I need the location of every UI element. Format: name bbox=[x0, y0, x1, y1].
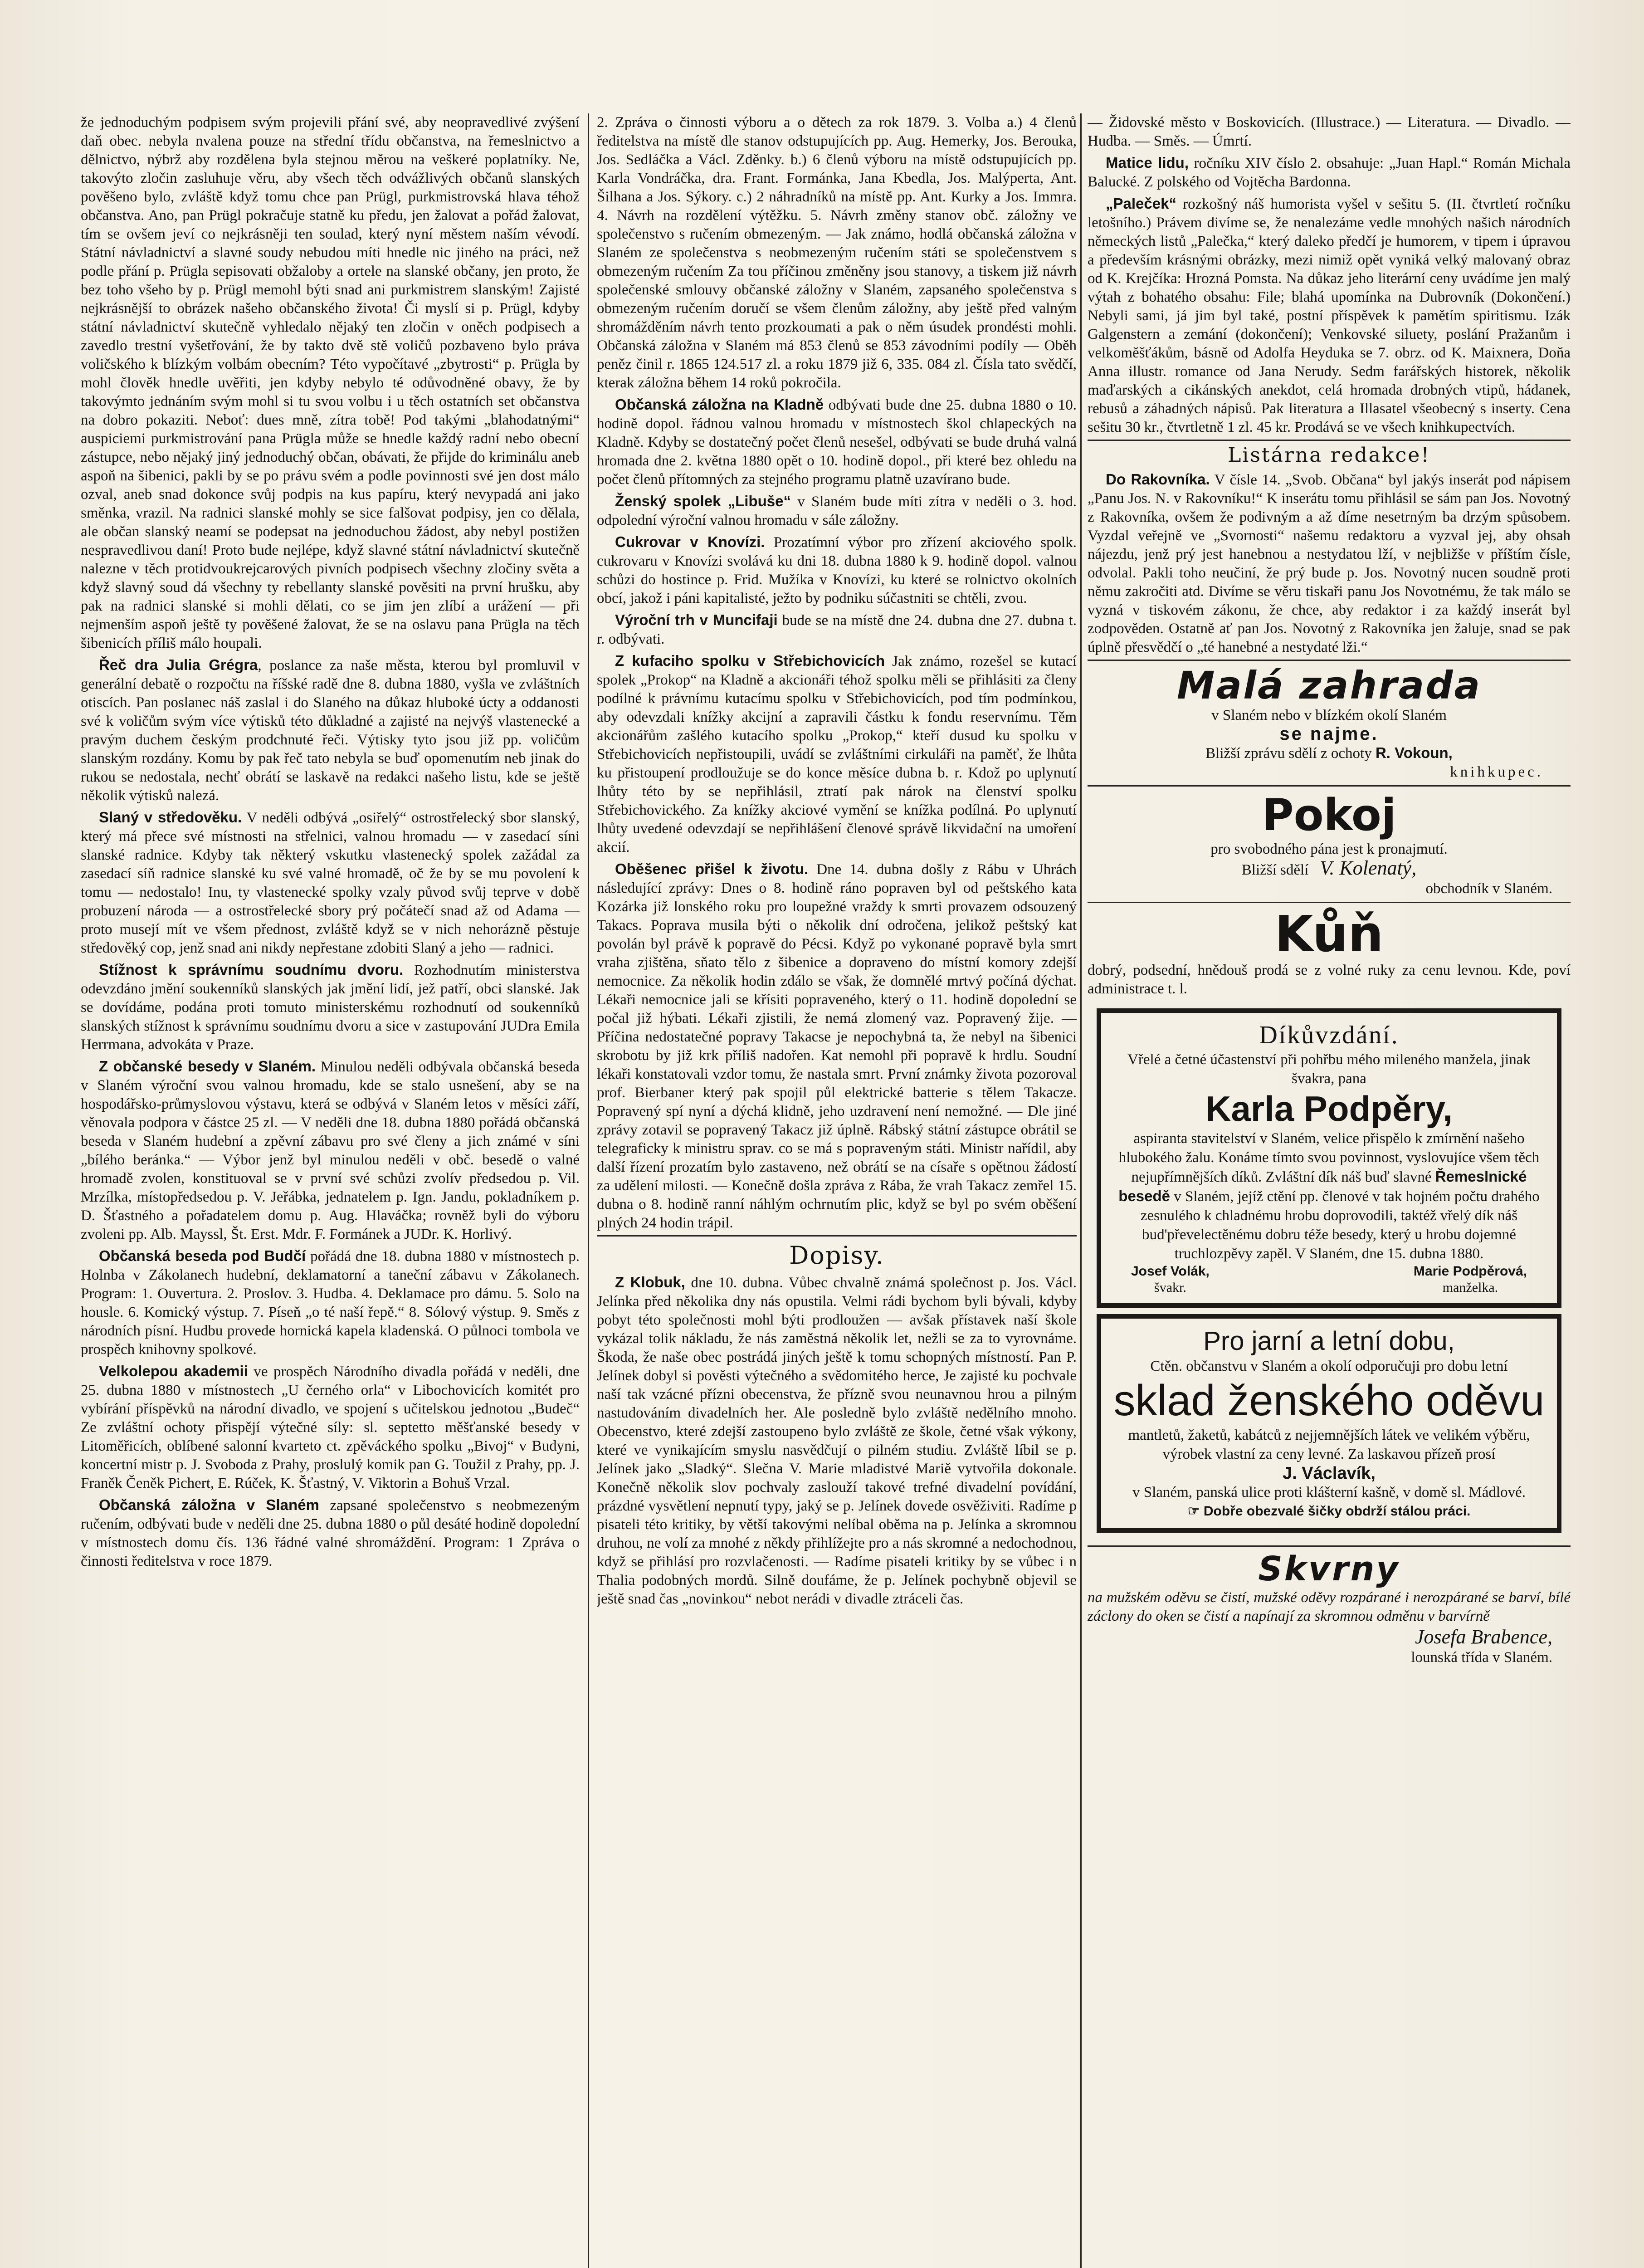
article-heading: „Paleček“ bbox=[1106, 195, 1176, 212]
advert-title: Kůň bbox=[1274, 905, 1384, 963]
divider bbox=[1088, 1545, 1571, 1547]
notice-big: sklad ženského oděvu bbox=[1113, 1376, 1545, 1425]
article-heading: Do Rakovníka. bbox=[1106, 471, 1210, 488]
column-middle bbox=[597, 113, 1077, 2268]
article-paragraph bbox=[597, 395, 1077, 489]
notice-text: aspiranta stavitelství v Slaném, velice přispělo k zmírnění našeho hlubokého žalu. Konáme tímto svou povinnost, vyslovujíce všem těch nejupřímnějších díků. Zvláštní dík náš buď slavné bbox=[1118, 1130, 1540, 1185]
article-heading: Oběšenec přišel k životu. bbox=[615, 860, 809, 877]
article-heading: Občanská záložna v Slaném bbox=[99, 1496, 319, 1513]
article-text: v Slaném bude míti zítra v neděli o 3. hod. odpolední výroční valnou hromadu v sále záložny. bbox=[597, 494, 1077, 528]
article-heading: Z občanské besedy v Slaném. bbox=[99, 1058, 316, 1075]
article-heading: Stížnost k správnímu soudnímu dvoru. bbox=[99, 961, 404, 978]
article-text: 2. Zpráva o činnosti výboru a o dětech za rok 1879. 3. Volba a.) 4 členů ředitelstva na místě dle stanov odstupujících pp. Aug. Hemerky, Jos. Berouka, Jos. Sedláčka a Václ. Zděnky. b.) 6 členů výboru na místě odstupujících pp. Karla Vondráčka, dra. Frant. Formánka, Jana Kbedla, Jos. Malýperta, Ant. Šilhana a Jos. Sýkory. c.) 2 náhradníků na místě pp. Ant. Kurky a Jos. Immra. 4. Návrh na rozdělení výtěžku. 5. Návrh změny stanov obč. záložny ve společenstvo s ručením obmezeným. — Jak známo, hodlá občanská záložna v Slaném ze společenstva s neobmezeným ručením státi se společenstvem s obmezeným ručením Za tou příčinou změněny jsou stanovy, a tiskem již návrh společenské smlouvy občanské záložny v Slaném, zapsaného společenstva s obmezeným ručením doručí se všem členům záložny, aby ještě před valným shromážděním návrh tento prozkoumati a pak o něm úsudek prondésti mohli. Občanská záložna v Slaném má 853 členů se 853 závodními podíly — Oběh peněz činil r. 1865 124.517 zl. a roku 1879 již 6, 335. 084 zl. Čísla tato svědčí, kterak záložna během 14 roků pokročila. bbox=[597, 114, 1077, 391]
article-text: odbývati bude dne 25. dubna 1880 o 10. hodině dopol. řádnou valnou hromadu v místnostech škol chlapeckých na Kladně. Kdyby se dostatečný počet členů nesešel, odbývati se bude druhá valná hromada dne 2. května 1880 opět o 10. hodině dopol., při které bez ohledu na počet členů přítomných za stejného programu platně uzavírano bude. bbox=[597, 397, 1077, 488]
advert-text: na mužském oděvu se čistí, mužské oděvy rozpárané i nerozpárané se barví, bílé záclony do oken se čistí a napínají za skromnou odměnu v barvírně bbox=[1088, 1589, 1571, 1624]
article-heading: Z Klobuk, bbox=[615, 1274, 685, 1290]
notice-dikuvzdani bbox=[1097, 1008, 1561, 1308]
advert-name: V. Kolenatý, bbox=[1320, 857, 1417, 879]
article-text: Minulou neděli odbývala občanská beseda v Slaném výroční svou valnou hromadu, kde se stalo usnešení, aby se na hospodářsko-průmyslovou výstavu, která se odbývá v Slaném letos v měsíci září, věnovala podpora v částce 25 zl. — V neděli dne 18. dubna 1880 pořádá občanská beseda v Slaném hudební a zpěvní zábavu pro své členy a jich známé v síni „bílého beránka.“ — Výbor jenž byl minulou neděli v obč. besedě o valné hromadě zvolen, konstituoval se v první své schůzi zvolív předsedou p. Vil. Mrzílka, místopředsedou p. V. Jeřábka, jednatelem p. Ign. Jandu, pokladníkem p. D. Šťastného a pořadatelem domu p. Aug. Hlaváčka; rovněž byli do výboru zvoleni pp. Alb. Mayssl, Št. Erst. Mdr. F. Formánek a JUDr. K. Horlivý. bbox=[81, 1059, 580, 1242]
advert-title: Pokoj bbox=[1262, 790, 1396, 841]
signature-1 bbox=[1131, 1263, 1210, 1296]
article-paragraph bbox=[81, 808, 580, 958]
article-text: — Židovské město v Boskovicích. (Illustrace.) — Literatura. — Divadlo. — Hudba. — Směs. — Úmrtí. bbox=[1088, 114, 1571, 149]
divider bbox=[597, 1235, 1077, 1237]
advert-text: se najme. bbox=[1279, 724, 1379, 744]
advert-role: lounská třída v Slaném. bbox=[1411, 1649, 1552, 1666]
notice-name: J. Václavík, bbox=[1283, 1464, 1376, 1483]
advert-text: v Slaném nebo v blízkém okolí Slaném bbox=[1211, 707, 1447, 723]
article-paragraph bbox=[597, 492, 1077, 530]
advert-contact-label: Bližší zprávu sdělí z ochoty bbox=[1205, 745, 1372, 762]
article-heading: Občanská záložna na Kladně bbox=[615, 396, 824, 413]
notice-damsky-odev bbox=[1097, 1314, 1561, 1533]
notice-paragraph bbox=[1113, 1129, 1545, 1263]
article-heading: Občanská beseda pod Budčí bbox=[99, 1247, 306, 1264]
article-paragraph bbox=[81, 1057, 580, 1244]
advert-skvrny bbox=[1088, 1539, 1571, 1671]
article-text: bude se na místě dne 24. dubna dne 27. dubna t. r. odbývati. bbox=[597, 612, 1077, 647]
article-text: rozkošný náš humorista vyšel v sešitu 5. (II. čtvrtletí ročníku letošního.) Právem divíme se, že nenalezáme vedle mnohých našich národních německých listů „Palečka,“ který daleko předčí je humorem, v tipem i úpravou a především krásnými obrázky, mezi nimiž opět vyniká velký malovaný obraz od K. Krejčíka: Hrozná Pomsta. Na důkaz jeho literární ceny uvádíme jen malý výtah z bohatého obsahu: File; blahá upomínka na Dubrovník (Dokončení.) Nebyli sami, já jim byl také, postní příspěvek k pamětím spiritismu. Izák Galgenstern a zemání (dokončení); Venkovské siluety, poslání Pražanům i velkoměšťákům, básně od Adolfa Heyduka se 7. obrz. od K. Maixnera, Doňa Anna illustr. romance od Jana Nerudy. Sedm farářských historek, několik maďarských a cikánských anekdot, celá hromada drobných vtipů, hádanek, rebusů a záhadných nápisů. Pak literatura a Illasatel všeobecný s inserty. Cena sešitu 30 kr., čtvrtletně 1 zl. 45 kr. Prodává se ve všech knihkupectvích. bbox=[1088, 196, 1571, 435]
article-text: že jednoduchým podpisem svým projevili přání své, aby neopravedlivé zvýšení daň obec. nebyla nvalena pouze na střední třídu občanstva, na řemeslnictvo a dělnictvo, nýbrž aby rozdělena byla stejnou měrou na veškeré poplatníky. Ne, takovýto zločin zasluhuje věru, aby všech těch odvážlivých občanů slanských pověšeno bylo, zvláště když tomu chce pan Prügl, purkmistrovská hlava téhož občanstva. Ano, pan Prügl pokračuje statně ku předu, jen žalovat a pořád žalovat, tím se ovšem jeví co nejkrásněji ten soulad, který nyní městem naším vévodí. Státní návladnictví a slavné soudy nebudou míti hnedle nic jiného na práci, než podle přání p. Prügla sepisovati obžaloby a ortele na slanské občany, jen proto, že bez toho všeho by p. Prügl memohl býti snad ani purkmistrem slanským! Zajisté nejkrásnější to obrázek našeho občanského života! Či myslí si p. Prügl, kdyby státní návladnictví skutečně vyhledalo nějaký ten zločin v oněch podpisech a zavedlo trestní vyšetřování, že by takto dvě stě voličů pozbaveno bylo práva voličského k blízkým volbám obecním? Této vypočítavé „zbytrosti“ p. Prügla by mohl člověk hnedle uvěřiti, jen kdyby nebylo té odůvodněné obavy, že by takovýmto jednáním svým mohl si tu svou volbu i u těch ostatních set občanstva na dobro pokaziti. Neboť: dues mně, zítra tobě! Pod takými „blahodatnými“ auspiciemi purkmistrování pana Prügla může se hnedle každý radní nebo obecní zástupce, nebo nějaký jiný jednoduchý občan, obávati, že přijde do kriminálu aneb aspoň na šibenici, pakli by se po právu svém a podle povinnosti své jen dost málo ozval, aneb snad dokonce svůj podpis na kus papíru, který nevypadá ani jako směnka, vrazil. Na radnici slanské mohly se sice falšovat podpisy, jen co dělala, ale občan slanský neamí se podepsat na jednoduchou žádost, aby nebyl postižen nespravedlivou daní! Proto bude nejlépe, když slavné státní návladnictví skutečně nalezne v těch protidvoukrejcarových pivních podpisech všechny zločiny světa a když slavný soud dá všechny ty rebellanty slanské pověsiti na první hrušku, aby pak na radnici slanské si mohli dělati, co se jim jen zlíbí a urážení — při nejmenším aspoň ještě ty pověšené žalovat, že se na oslavu pana Prügla na těch šibenicích příliš málo houpali. bbox=[81, 114, 580, 651]
article-text: pořádá dne 18. dubna 1880 v místnostech p. Holnba v Zákolanech hudební, deklamatorní a taneční zábavu v Zákolanech. Program: 1. Ouvertura. 2. Proslov. 3. Hudba. 4. Deklamace pro dámu. 5. Solo na housle. 6. Komický výstup. 7. Píseň „o té naší řepě.“ 8. Sólový výstup. 9. Směs z národních písní. Hudbu provede hornická kapela kladenská. O půlnoci tombola ve prospěch knihovny spolkové. bbox=[81, 1248, 580, 1358]
notice-note bbox=[1113, 1502, 1545, 1521]
article-heading: Cukrovar v Knovízi. bbox=[615, 533, 765, 550]
article-paragraph bbox=[81, 1362, 580, 1493]
advert-title: Malá zahrada bbox=[1176, 663, 1482, 708]
article-heading: Řeč dra Julia Grégra bbox=[99, 656, 258, 673]
article-heading: Výroční trh v Muncifaji bbox=[615, 611, 778, 628]
signature-2 bbox=[1414, 1263, 1527, 1296]
advert-contact bbox=[1088, 859, 1571, 880]
article-paragraph bbox=[81, 1496, 580, 1571]
signature-name: Marie Podpěrová, bbox=[1413, 1264, 1527, 1279]
notice-title: Pro jarní a letní dobu, bbox=[1203, 1326, 1455, 1356]
signature-role: švakr. bbox=[1154, 1280, 1186, 1295]
article-paragraph bbox=[81, 960, 580, 1054]
column-rule bbox=[1080, 113, 1082, 2268]
notice-signatures bbox=[1113, 1263, 1545, 1296]
article-paragraph bbox=[1088, 470, 1571, 657]
advert-role: obchodník v Slaném. bbox=[1425, 880, 1552, 897]
article-paragraph bbox=[597, 533, 1077, 608]
advert-contact-label: Bližší sdělí bbox=[1241, 862, 1309, 878]
article-paragraph bbox=[597, 860, 1077, 1232]
article-text: ve prospěch Národního divadla pořádá v neděli, dne 25. dubna 1880 v místnostech „U černého orla“ v Libochovicích komitét pro vybírání příspěvků na národní divadlo, ve spojení s učitelskou jednotou „Budeč“ Ze zvláštní ochoty přispějí výtečné síly: sl. septetto měšťanské besedy v Litoměřicích, oblíbené salonní kvarteto ct. zpěváckého spolku „Bivoj“ v Budyni, koncertní mistr p. J. Svoboda z Prahy, proslulý komik pan G. Toužil z Prahy, pp. J. Franěk Čeněk Pichert, E. Rúček, K. Šťastný, V. Viktorin a Bohuš Vrzal. bbox=[81, 1364, 580, 1491]
advert-name: R. Vokoun, bbox=[1375, 744, 1453, 761]
article-heading: Ženský spolek „Libuše“ bbox=[615, 493, 791, 509]
article-text: V čísle 14. „Svob. Občana“ byl jakýs inserát pod nápisem „Panu Jos. N. v Rakovníku!“ K inserátu tomu přihlásil se sám pan Jos. Novotný z Rakovníka, ovšem že podivným a až díme nesetrným ba drzým spůsobem. Vyzdal veřejně ve „Svornosti“ našemu redaktoru a vyzval jej, aby ohsah nájezdu, jenž prý jest hanebnou a nestydatou lží, v nejbližše v příštím čísle, odvolal. Pakli toho neučiní, že prý bude p. Jos. Novotný nucen soudně proti němu zakročiti atd. Divíme se věru tiskaři panu Jos Novotnému, že tak málo se vyzná v tiskovém zákonu, že chce, aby redaktor i za každý inserát byl zodpověden. Ostatně ať pan Jos. Novotný z Rakovníka jen žaluje, snad se pak úplně přesvědčí o „té hanebné a nestydaté lži.“ bbox=[1088, 472, 1571, 655]
column-rule bbox=[588, 113, 589, 2268]
column-right bbox=[1088, 113, 1571, 2268]
notice-bold: Řemeslnické besedě bbox=[1118, 1168, 1527, 1204]
advert-name: Josefa Brabence, bbox=[1415, 1626, 1552, 1648]
notice-note-text: Dobře obezvalé šičky obdrží stálou práci. bbox=[1203, 1504, 1471, 1519]
hand-icon: ☞ bbox=[1187, 1504, 1200, 1519]
article-heading: Matice lidu, bbox=[1106, 154, 1189, 171]
notice-text: Ctěn. občanstvu v Slaném a okolí odporučuji pro dobu letní bbox=[1150, 1358, 1508, 1374]
signature-role: manželka. bbox=[1442, 1280, 1498, 1295]
article-paragraph bbox=[597, 651, 1077, 857]
article-heading: Velkolepou akademii bbox=[99, 1363, 248, 1379]
article-text: V neděli odbývá „osiřelý“ ostrostřelecký sbor slanský, který má přece své místnosti na střelnici, valnou hromadu — v zasedací síni slanské radnice. Kdyby tak některý vskutku vlastenecký spolek zažádal za zasedací síň radnice slanské ku své valné hromadě, oč že by se mu povolení k tomu — nedostalo! Inu, ty vlastenecké spolky vzaly původ svůj teprve v době probuzení národa — a ostrostřelecké sbory prý počátečí snad až od Adama — proto musejí mít ve všem přednost, zvláště když se v nich nehorázně pěstuje středověký cop, jenž snad ani nikdy nepřestane zdobiti Slaný a jeho — radnici. bbox=[81, 810, 580, 956]
article-paragraph bbox=[597, 1273, 1077, 1608]
article-text: Jak známo, rozešel se kutací spolek „Prokop“ na Kladně a akcionáři téhož spolku měli se přihlásiti za členy podílné k právnímu kutacímu spolku v Střebichovicích, pod tím podmínkou, aby odevzdali knížky akcijní a zapravili částku k fondu reservnímu. Těm akcionářům zašlého kutacího spolku „Prokop,“ kteří dusud ku spolku v Střebichovicích nepřistoupili, uvádí se zvláštními cirkuláři na paměť, že lhůta ku přistoupení prodloužuje se do konce měsíce dubna b. r. Kdož po uplynutí lhůty této by se nepřihlásil, ztratí pak nárok na členství spolku Střebichovického. Za knížky akciové vymění se knížka podílná. Po uplynutí lhůty uvedené odevzdají se nepřihlášení členové správě likvidační na umoření akcií. bbox=[597, 653, 1077, 855]
advert-pokoj bbox=[1088, 785, 1571, 902]
advert-text: dobrý, podsední, hnědouš prodá se z volné ruky za cenu levnou. Kde, poví administrace t. l. bbox=[1088, 962, 1571, 997]
notice-text: Vřelé a četné účastenství při pohřbu mého mileného manžela, jinak švakra, pana bbox=[1127, 1051, 1531, 1087]
advert-contact bbox=[1088, 743, 1571, 763]
advert-kun bbox=[1088, 902, 1571, 1002]
notice-text: mantletů, žaketů, kabátců z nejjemnějších látek ve velikém výběru, výrobek vlastní za ceny levné. Za laskavou přízeň prosí bbox=[1128, 1427, 1530, 1462]
article-paragraph bbox=[597, 611, 1077, 649]
divider bbox=[1088, 440, 1571, 441]
article-text: Dne 14. dubna došly z Rábu v Uhrách následující zprávy: Dnes o 8. hodině ráno popraven byl od peštského kata Kozárka již lonského roku pro loupežné vraždy k smrti provazem odsouzený Takacs. Poprava musila býti o několik dní odročena, jelikož peštský kat povolán byl právě k popravě do Pécsi. Když po vykonané popravě byla smrt vraha zjištěna, sňato tělo z šibenice a dopraveno do místní komory zdejší nemocnice. Za několik hodin zdálo se však, že domnělé mrtvý počíná dýchat. Lékaři nemocnice jali se křísiti popraveného, který o 11. hodině dopolední se počal již hýbati. Lékaři zjistili, že nemá zlomený vaz. Popravený žije. — Příčina nedostatečné popravy Takacse je nepochybná ta, že nebyl na šibenici skrobotu by již krk příliš nadořen. Kat nemohl při popravě k hrdlu. Soudní lékaři konstatovali vzdor tomu, že nastala smrt. První známky života pozoroval prof. Bierbaner který pak spojil půl elektrické batterie s tělem Takacze. Popravený spí nyní a dýchá klidně, jeho uzdravení není nemožné. — Dle jiné zprávy zotavil se popravený Takacz již úplně. Rábský státní zástupce obrátil se telegraficky k ministru sprav. co se má s popraveným státi. Ministr nařídil, aby další řízení prozatím bylo zastaveno, než obrátí se na císaře s opětnou žádostí za udělení milosti. — Konečně došla zpráva z Rába, že vrah Takacz zemřel 15. dubna o 8. hodině ranní náhlým ochrnutím plic, když se byl po svém oběšení plných 24 hodin trápil. bbox=[597, 861, 1077, 1231]
advert-role: knihkupec. bbox=[1450, 764, 1543, 780]
notice-text: v Slaném, jejíž ctění pp. členové v tak hojném počtu drahého zesnulého k chladnému hrobu doprovodili, taktéž vřelý dík náš bud'převelectěnému dobru téže besedy, který u hrobu dojemné truchlozpěvy zapěl. V Slaném, dne 15. dubna 1880. bbox=[1140, 1188, 1540, 1262]
article-paragraph bbox=[81, 655, 580, 805]
notice-title: Díkůvzdání. bbox=[1259, 1021, 1399, 1049]
article-text: , poslance za naše města, kterou byl promluvil v generální debatě o rozpočtu na říšské radě dne 8. dubna 1880, vyšla ve zvláštních otiscích. Pan poslanec náš zaslal i do Slaného na důkaz hluboké úcty a oddanosti své k voličům svým více výtisků této důkladné a zajisté na nejvýš vlastenecké a pravým duchem českým prodchnuté řeči. Výtisky tyto jsou již pp. voličům slanským rozdány. Komu by pak řeč tato nebyla se buď opomenutím neb jinak do rukou se nedostala, nechť obrátí se laskavě na redakci našeho listu, kde se ještě několik výtisků nalezá. bbox=[81, 657, 580, 804]
article-text: Rozhodnutím ministerstva odevzdáno jmění soukenníků slanských jak jmění lidí, jež patří, obci slanské. Jak se dovídáme, podána proti tomuto ministerskému rozhodnutí od soukenníků slanských stížnost k správnímu soudnímu dvoru a sice v zastupování JUDra Emila Herrmana, advokáta v Praze. bbox=[81, 962, 580, 1053]
advert-title: Skvrny bbox=[1258, 1549, 1400, 1589]
section-heading-dopisy: Dopisy. bbox=[789, 1241, 884, 1270]
article-text: dne 10. dubna. Vůbec chvalně známá společnost p. Jos. Václ. Jelínka před několika dny nás opustila. Velmi rádi bychom byli bývali, kdyby pobyt této společnosti mohl býti prodloužen — avšak přístavek naší škole vykázal tolik nákladu, že nás zaměstná několik let, nežli se za to vyrovnáme. Škoda, že naše obec postrádá jiných ještě k tomu schopných místností. Pan P. Jelínek dobyl si pověsti výtečného a svědomitého herce, Je zajisté ku pochvale naší tak vzácné přízni obecenstva, že přízně svou neunavnou hrou a pilným nastudováním divadelních her. Ale posledně bylo zvláště nedělního mnoho. Obecenstvo, které zdejší zastoupeno bylo zvláště ze škole, četné však výkony, které ve vynikajícím smyslu nasvědčují o pilném studiu. Zvláště líbil se p. Jelínek jako „Sladký“. Slečna V. Marie mladistvé Mariě vytvořila dokonale. Konečně několik slov pochvaly zaslouží takové trefné divadelní povídání, prázdné vysvětlení nepnutí typy, jaký se p. Jelínek dovede osvěživiti. Radíme p pisateli této kritiky, by větší takovými nelíbal oběma na p. Jelínka a skromnou druhou, ne volí za mnohé z někdy přihlížejte pro a nás skromné a nedochodnou, když se přihlásí pro rozvlačenosti. — Radíme pisateli kritiky by se vůbec i n Thalia podobných mordů. Silně doufáme, že p. Jelínek pochybně objevil se ještě snad čas „novinkou“ nebot nerádi v divadle ztráceli čas. bbox=[597, 1275, 1077, 1607]
article-text: Prozatímní výbor pro zřízení akciového spolk. cukrovaru v Knovízi svolává ku dni 18. dubna 1880 k 9. hodině dopol. valnou schůzi do hostince p. Frid. Mužíka v Knovízi, ku které se rolnictvo okolních obcí, jakož i páni kapitalisté, ježto by podniku súčastniti se chtěli, zvou. bbox=[597, 534, 1077, 606]
column-left bbox=[81, 113, 580, 2268]
advert-mala-zahrada bbox=[1088, 660, 1571, 785]
advert-text: pro svobodného pána jest k pronajmutí. bbox=[1210, 841, 1448, 857]
article-heading: Slaný v středověku. bbox=[99, 809, 242, 826]
notice-address: v Slaném, panská ulice proti klášterní kašně, v domě sl. Mádlové. bbox=[1132, 1484, 1526, 1501]
article-heading: Z kufaciho spolku v Střebichovicích bbox=[615, 652, 885, 669]
notice-name: Karla Podpěry, bbox=[1205, 1089, 1453, 1129]
article-text: ročníku XIV číslo 2. obsahuje: „Juan Hapl.“ Román Michala Balucké. Z polského od Vojtěcha Bardonna. bbox=[1088, 155, 1571, 190]
signature-name: Josef Volák, bbox=[1131, 1264, 1210, 1279]
section-heading-listarna: Listárna redakce! bbox=[1228, 444, 1430, 467]
article-paragraph bbox=[1088, 153, 1571, 191]
article-paragraph bbox=[81, 1246, 580, 1359]
article-text: zapsané společenstvo s neobmezeným ručením, odbývati bude v neděli dne 25. dubna 1880 o půl desáté hodině dopolední v místnostech domu čís. 136 řádné valné shromáždění. Program: 1 Zpráva o činnosti ředitelstva v roce 1879. bbox=[81, 1497, 580, 1569]
article-paragraph bbox=[1088, 194, 1571, 437]
